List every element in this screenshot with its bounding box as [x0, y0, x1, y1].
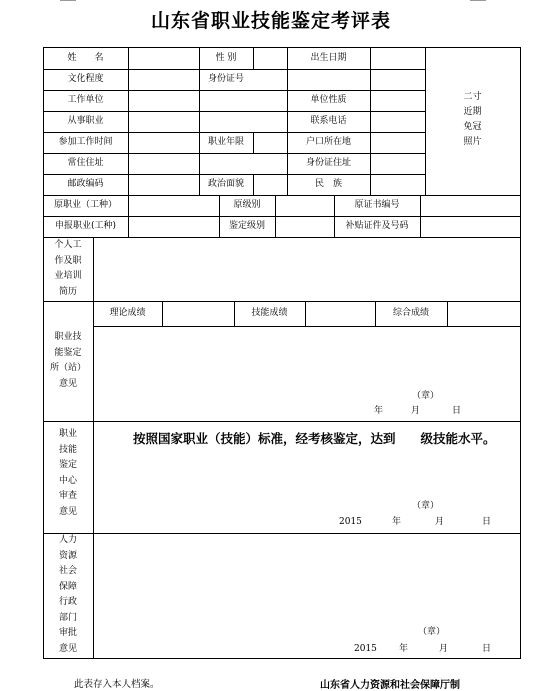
- label-id-address: 身份证住址: [305, 158, 351, 168]
- label-education: 文化程度: [67, 74, 104, 84]
- footer-note: 此表存入本人档案。: [74, 679, 160, 690]
- hr-date-year: 年: [399, 644, 409, 654]
- station-date-year: 年: [374, 406, 384, 416]
- hr-date-day: 日: [482, 644, 492, 654]
- label-birth-date: 出生日期: [310, 53, 347, 63]
- label-orig-cert-no: 原证书编号: [354, 200, 400, 210]
- label-employer-type: 单位性质: [310, 95, 347, 105]
- label-hr-opinion: 人力 资源 社会 保障 行政 部门 审批 意见: [58, 535, 77, 654]
- center-seal: （章）: [412, 501, 440, 511]
- top-edge-line-left: [60, 0, 76, 1]
- label-postal-code: 邮政编码: [67, 179, 104, 189]
- label-hukou: 户口所在地: [305, 137, 351, 147]
- label-history: 个人工 作及职 业培训 简历: [54, 240, 82, 297]
- label-id-number: 身份证号: [207, 74, 244, 84]
- label-gender: 性 别: [215, 53, 237, 63]
- label-orig-level: 原级别: [233, 200, 261, 210]
- label-ethnicity: 民 族: [314, 179, 342, 189]
- footer-issuer: 山东省人力资源和社会保障厅制: [320, 680, 460, 691]
- label-skill-score: 技能成绩: [251, 308, 288, 318]
- center-statement: 按照国家职业（技能）标准，经考核鉴定，达到 级技能水平。: [133, 431, 496, 446]
- center-date-year-value: 2015: [339, 517, 362, 527]
- label-work-years: 职业年限: [207, 137, 244, 147]
- label-total-score: 综合成绩: [392, 308, 429, 318]
- center-date-month: 月: [435, 517, 445, 527]
- label-station-opinion: 职业技 能鉴定 所（站） 意见: [49, 332, 86, 389]
- station-date-month: 月: [411, 406, 421, 416]
- label-theory-score: 理论成绩: [109, 308, 146, 318]
- label-work-start: 参加工作时间: [58, 137, 113, 147]
- station-date-day: 日: [452, 406, 462, 416]
- label-apply-level: 鉴定级别: [228, 221, 265, 231]
- label-occupation: 从事职业: [67, 116, 104, 126]
- label-name: 姓 名: [67, 53, 104, 63]
- hr-date-year-value: 2015: [354, 644, 377, 654]
- label-supp-cert: 补贴证件及号码: [345, 221, 409, 231]
- station-seal: （章）: [412, 391, 440, 401]
- label-apply-occupation: 申报职业(工种): [54, 221, 117, 231]
- hr-seal: （章）: [418, 627, 446, 637]
- label-orig-occupation: 原职业（工种）: [53, 200, 117, 210]
- label-phone: 联系电话: [310, 116, 347, 126]
- top-edge-line-right: [470, 0, 486, 1]
- label-residence: 常住住址: [67, 158, 104, 168]
- form-title: 山东省职业技能鉴定考评表: [150, 10, 391, 32]
- center-date-year: 年: [392, 517, 402, 527]
- hr-date-month: 月: [439, 644, 449, 654]
- label-employer: 工作单位: [67, 95, 104, 105]
- label-center-opinion: 职业 技能 鉴定 中心 审查 意见: [58, 429, 77, 517]
- center-date-day: 日: [482, 517, 492, 527]
- label-political: 政治面貌: [207, 179, 244, 189]
- photo-placeholder: 二寸 近期 免冠 照片: [463, 92, 482, 147]
